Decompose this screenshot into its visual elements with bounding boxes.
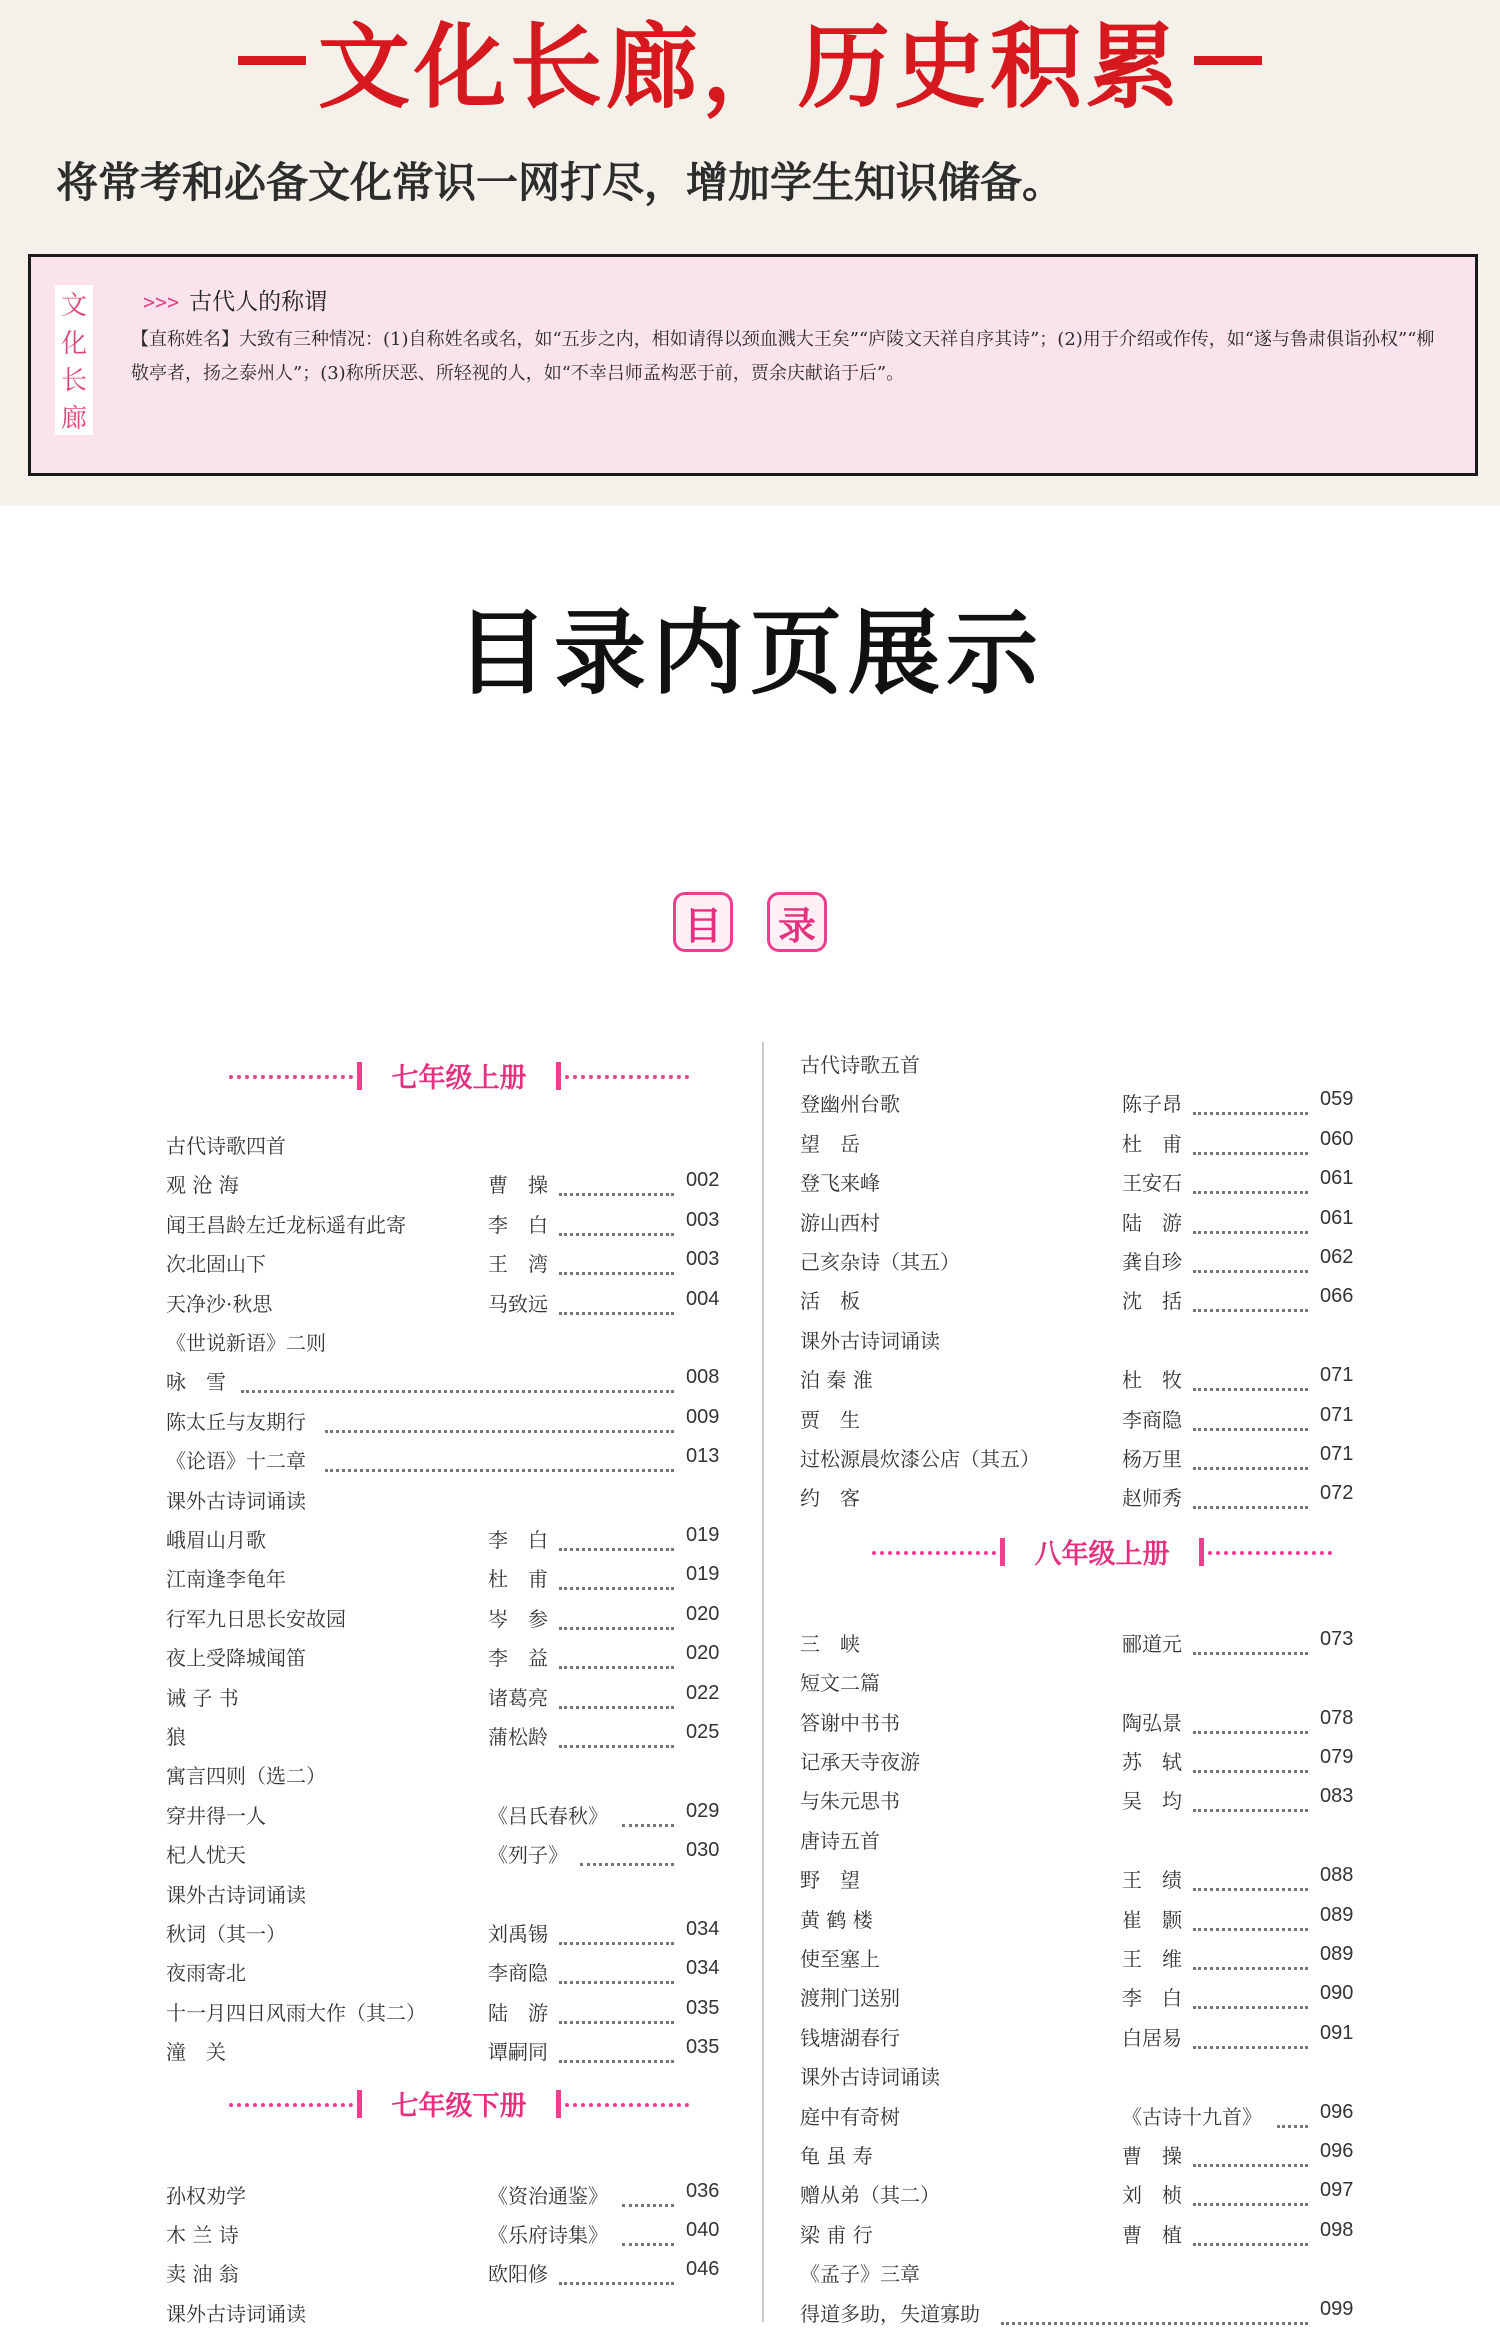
entry-page: 040 (686, 2219, 720, 2241)
entry-author: 陆 游 (488, 2000, 548, 2025)
toc-group (800, 1325, 1360, 1355)
leader-dots (1193, 1707, 1308, 1734)
leader-dots (1193, 1207, 1308, 1234)
entry-page: 019 (686, 1563, 720, 1586)
leader-dots (1193, 2179, 1308, 2206)
entry-title: 使至塞上 (800, 1947, 880, 1971)
entry-author: 陈子昂 (1122, 1092, 1182, 1117)
entry-author: 岑 参 (488, 1606, 548, 1631)
entry-author: 蒲松龄 (488, 1725, 548, 1749)
toc-entry (800, 2022, 1360, 2052)
entry-page: 003 (686, 1248, 720, 1271)
entry-title: 峨眉山月歌 (166, 1528, 266, 1552)
section-bar (556, 1062, 561, 1090)
toc-entry (166, 1918, 726, 1948)
entry-author: 《吕氏春秋》 (488, 1803, 608, 1828)
leader-dots (1193, 2219, 1308, 2246)
dash-left (238, 56, 306, 65)
leader-dots (1193, 2140, 1308, 2167)
toc-section-title: 七年级上册 (391, 1063, 527, 1094)
leader-dots (1193, 1904, 1308, 1931)
entry-page: 035 (686, 2036, 720, 2059)
toc-entry (800, 1785, 1360, 1815)
entry-title: 登幽州台歌 (800, 1092, 900, 1117)
leader-dots (1193, 2022, 1308, 2049)
toc-entry (800, 1864, 1360, 1894)
leader-dots (1193, 1785, 1308, 1812)
dotted-rule (872, 1551, 996, 1555)
leader-dots (241, 1366, 674, 1393)
entry-title: 黄 鹤 楼 (800, 1907, 873, 1932)
toc-group (166, 1485, 726, 1515)
toc-entry (166, 2180, 726, 2210)
entry-author: 龚自珍 (1122, 1250, 1182, 1274)
toc-entry (166, 1406, 726, 1436)
toc-entry (166, 2219, 726, 2249)
leader-dots (622, 2180, 674, 2207)
entry-author: 杨万里 (1122, 1447, 1182, 1471)
entry-page: 066 (1320, 1285, 1354, 1308)
toc-entry (800, 1088, 1360, 1118)
entry-title: 穿井得一人 (166, 1803, 266, 1828)
entry-author: 刘禹锡 (488, 1922, 548, 1946)
entry-title: 贾 生 (800, 1407, 860, 1432)
entry-title: 过松源晨炊漆公店（其五） (800, 1447, 1040, 1471)
entry-author: 苏 轼 (1122, 1750, 1182, 1774)
leader-dots (559, 2036, 674, 2063)
entry-page: 025 (686, 1721, 720, 1743)
leader-dots (559, 1918, 674, 1945)
entry-title: 寓言四则（选二） (166, 1764, 326, 1789)
entry-page: 097 (1320, 2179, 1354, 2202)
entry-author: 谭嗣同 (488, 2040, 548, 2065)
banner-subline: 将常考和必备文化常识一网打尽，增加学生知识储备。 (56, 158, 1065, 207)
entry-title: 活 板 (800, 1289, 860, 1314)
column-divider (762, 1042, 764, 2322)
entry-author: 马致远 (488, 1291, 548, 1316)
entry-title: 江南逢李龟年 (166, 1567, 286, 1592)
toc-entry (800, 1285, 1360, 1315)
entry-title: 闻王昌龄左迁龙标遥有此寄 (166, 1212, 406, 1237)
toc-section-title: 八年级上册 (1034, 1538, 1170, 1570)
leader-dots (559, 1563, 674, 1590)
toc-entry (800, 1404, 1360, 1434)
leader-dots (1193, 1128, 1308, 1155)
entry-title: 赠从弟（其二） (800, 2183, 940, 2208)
toc-section-header (872, 1532, 1332, 1572)
section-bar (357, 1062, 362, 1090)
toc-entry (800, 1207, 1360, 1237)
entry-page: 062 (1320, 1246, 1354, 1268)
entry-title: 课外古诗词诵读 (800, 1328, 940, 1353)
entry-title: 观 沧 海 (166, 1173, 239, 1198)
entry-author: 《乐府诗集》 (488, 2223, 608, 2247)
entry-title: 夜雨寄北 (166, 1961, 246, 1986)
entry-title: 与朱元思书 (800, 1789, 900, 1814)
entry-author: 杜 牧 (1122, 1368, 1182, 1393)
toc-entry (800, 1628, 1360, 1658)
leader-dots (325, 1406, 674, 1433)
leader-dots (559, 1997, 674, 2024)
section-bar (556, 2090, 561, 2118)
leader-dots (559, 2258, 674, 2285)
entry-author: 李 白 (1122, 1986, 1182, 2011)
entry-title: 潼 关 (166, 2040, 226, 2065)
leader-dots (1193, 1746, 1308, 1773)
leader-dots (1277, 2101, 1308, 2128)
leader-dots (559, 1248, 674, 1275)
entry-author: 曹 植 (1122, 2222, 1182, 2247)
entry-page: 096 (1320, 2140, 1354, 2162)
entry-author: 王 绩 (1122, 1868, 1182, 1893)
leader-dots (559, 1642, 674, 1669)
entry-title: 渡荆门送别 (800, 1986, 900, 2011)
culture-banner (0, 0, 1500, 506)
toc-entry (166, 1839, 726, 1869)
tag-char: 文 (60, 291, 87, 322)
entry-title: 课外古诗词诵读 (800, 2065, 940, 2090)
entry-author: 曹 操 (488, 1173, 548, 1198)
toc-entry (800, 1167, 1360, 1197)
entry-page: 079 (1320, 1746, 1354, 1768)
entry-title: 野 望 (800, 1868, 860, 1893)
leader-dots (1193, 1404, 1308, 1431)
leader-dots (559, 1288, 674, 1315)
leader-dots (559, 1524, 674, 1551)
entry-page: 096 (1320, 2100, 1354, 2123)
entry-author: 李商隐 (1122, 1407, 1182, 1432)
toc-title-char: 目 (673, 892, 733, 952)
leader-dots (559, 1721, 674, 1748)
leader-dots (559, 1209, 674, 1236)
toc-entry (800, 1943, 1360, 1973)
toc-title (0, 892, 1500, 952)
leader-dots (559, 1603, 674, 1630)
entry-page: 003 (686, 1208, 720, 1231)
entry-title: 天净沙·秋思 (166, 1291, 273, 1316)
toc-group (800, 1825, 1360, 1855)
entry-title: 行军九日思长安故园 (166, 1606, 346, 1631)
leader-dots (580, 1839, 674, 1866)
entry-title: 夜上受降城闻笛 (166, 1646, 306, 1671)
leader-dots (1193, 1443, 1308, 1470)
entry-title: 狼 (166, 1725, 186, 1749)
toc-entry (800, 1246, 1360, 1276)
entry-title: 杞人忧天 (166, 1843, 246, 1868)
entry-page: 059 (1320, 1088, 1354, 1111)
entry-page: 091 (1320, 2021, 1354, 2044)
entry-title: 约 客 (800, 1486, 860, 1511)
leader-dots (1193, 1864, 1308, 1891)
entry-author: 杜 甫 (1122, 1131, 1182, 1156)
entry-author: 郦道元 (1122, 1631, 1182, 1656)
corridor-tag (55, 285, 93, 435)
entry-page: 071 (1320, 1364, 1354, 1387)
entry-page: 072 (1320, 1482, 1354, 1505)
toc-entry (166, 2258, 726, 2288)
box-text: 【直称姓名】大致有三种情况：(1)自称姓名或名，如“五步之内，相如请得以颈血溅大王矣”“庐陵文天祥自序其诗”；(2)用于介绍或作传，如“遂与鲁肃俱诣孙权”“柳敬亭者，扬之泰州人”；(3)称所厌恶、所轻视的人，如“不幸吕师孟构恶于前，贾余庆献谄于后”。 (131, 329, 1435, 384)
toc-entry (166, 1563, 726, 1593)
entry-page: 022 (686, 1681, 720, 1704)
entry-author: 诸葛亮 (488, 1685, 548, 1710)
dotted-rule (229, 1075, 353, 1079)
entry-page: 035 (686, 1996, 720, 2019)
leader-dots (559, 1682, 674, 1709)
leader-dots (1193, 1167, 1308, 1194)
leader-dots (1193, 1088, 1308, 1115)
toc-entry (166, 1445, 726, 1475)
entry-author: 曹 操 (1122, 2144, 1182, 2168)
toc-entry (800, 1982, 1360, 2012)
entry-page: 089 (1320, 1903, 1354, 1926)
entry-title: 钱塘湖春行 (800, 2025, 900, 2050)
entry-title: 泊 秦 淮 (800, 1368, 873, 1393)
leader-dots (1193, 1364, 1308, 1391)
entry-author: 赵师秀 (1122, 1486, 1182, 1511)
leader-dots (1193, 1628, 1308, 1655)
entry-author: 沈 括 (1122, 1289, 1182, 1314)
entry-page: 008 (686, 1366, 720, 1389)
leader-dots (1193, 1982, 1308, 2009)
toc-group (800, 1667, 1360, 1697)
tag-char: 廊 (60, 403, 87, 434)
entry-author: 李 益 (488, 1646, 548, 1671)
tag-char: 化 (60, 328, 87, 359)
entry-author: 杜 甫 (488, 1567, 548, 1592)
dotted-rule (1208, 1551, 1332, 1555)
triple-chevron-icon: >>> (143, 290, 180, 314)
toc-entry (166, 1288, 726, 1318)
box-title (143, 283, 327, 316)
leader-dots (325, 1445, 674, 1472)
entry-page: 090 (1320, 1982, 1354, 2005)
entry-author: 欧阳修 (488, 2262, 548, 2287)
toc-entry (800, 1128, 1360, 1158)
section-bar (1000, 1538, 1005, 1566)
entry-title: 咏 雪 (166, 1370, 226, 1395)
entry-title: 古代诗歌五首 (800, 1053, 920, 1077)
entry-page: 061 (1320, 1206, 1354, 1229)
entry-title: 陈太丘与友期行 (166, 1409, 306, 1434)
entry-author: 王安石 (1122, 1171, 1182, 1196)
toc-entry (166, 1997, 726, 2027)
leader-dots (622, 2219, 674, 2246)
entry-page: 019 (686, 1524, 720, 1546)
entry-title: 短文二篇 (800, 1671, 880, 1696)
toc-entry (166, 1603, 726, 1633)
entry-author: 王 湾 (488, 1252, 548, 1277)
entry-title: 登飞来峰 (800, 1171, 880, 1196)
entry-author: 白居易 (1122, 2025, 1182, 2050)
entry-page: 060 (1320, 1127, 1354, 1150)
entry-page: 078 (1320, 1706, 1354, 1729)
entry-author: 刘 桢 (1122, 2183, 1182, 2208)
entry-page: 089 (1320, 1943, 1354, 1965)
entry-title: 《孟子》三章 (800, 2262, 920, 2287)
gallery-title: 目录内页展示 (455, 600, 1044, 707)
entry-page: 083 (1320, 1785, 1354, 1808)
entry-title: 己亥杂诗（其五） (800, 1250, 960, 1274)
entry-page: 034 (686, 1918, 720, 1940)
entry-page: 046 (686, 2258, 720, 2281)
toc-title-char: 录 (767, 892, 827, 952)
entry-title: 唐诗五首 (800, 1828, 880, 1853)
entry-author: 王 维 (1122, 1947, 1182, 1971)
toc-entry (166, 1524, 726, 1554)
leader-dots (1193, 1482, 1308, 1509)
toc-entry (800, 2140, 1360, 2170)
toc-entry (800, 2298, 1360, 2328)
toc-entry (166, 1169, 726, 1199)
entry-page: 034 (686, 1957, 720, 1980)
entry-title: 课外古诗词诵读 (166, 2301, 306, 2326)
entry-title: 孙权劝学 (166, 2183, 246, 2208)
entry-page: 029 (686, 1799, 720, 1822)
entry-author: 李 白 (488, 1212, 548, 1237)
entry-page: 061 (1320, 1167, 1354, 1190)
toc-group (800, 2258, 1360, 2288)
section-bar (357, 2090, 362, 2118)
toc-entry (800, 1707, 1360, 1737)
entry-title: 秋词（其一） (166, 1922, 286, 1946)
toc-group (166, 2298, 726, 2328)
leader-dots (1193, 1943, 1308, 1970)
entry-title: 《世说新语》二则 (166, 1331, 326, 1355)
toc-entry (800, 1904, 1360, 1934)
entry-page: 099 (1320, 2297, 1354, 2320)
toc-entry (166, 1366, 726, 1396)
toc-entry (800, 1443, 1360, 1473)
leader-dots (559, 1957, 674, 1984)
leader-dots (1193, 1246, 1308, 1273)
entry-title: 庭中有奇树 (800, 2104, 900, 2129)
headline-text: 文化长廊，历史积累 (317, 14, 1182, 121)
toc-group (166, 1327, 726, 1357)
toc-group (166, 1130, 726, 1160)
entry-author: 陆 游 (1122, 1210, 1182, 1235)
toc-entry (166, 1721, 726, 1751)
entry-title: 望 岳 (800, 1131, 860, 1156)
entry-page: 020 (686, 1602, 720, 1625)
entry-title: 卖 油 翁 (166, 2262, 239, 2287)
toc-entry (800, 2101, 1360, 2131)
entry-page: 073 (1320, 1627, 1354, 1650)
entry-author: 《古诗十九首》 (1122, 2104, 1262, 2129)
entry-title: 古代诗歌四首 (166, 1134, 286, 1158)
toc-entry (800, 1746, 1360, 1776)
entry-author: 李商隐 (488, 1961, 548, 1986)
dash-right (1194, 56, 1262, 65)
leader-dots (622, 1800, 674, 1827)
entry-page: 009 (686, 1405, 720, 1428)
toc-entry (800, 2219, 1360, 2249)
box-title-text: 古代人的称谓 (189, 289, 328, 315)
toc-entry (166, 1800, 726, 1830)
sample-box (28, 254, 1478, 476)
toc-entry (166, 1642, 726, 1672)
leader-dots (559, 1169, 674, 1196)
entry-author: 陶弘景 (1122, 1710, 1182, 1735)
entry-page: 036 (686, 2179, 720, 2202)
toc-group (800, 1049, 1360, 1079)
entry-page: 098 (1320, 2218, 1354, 2241)
entry-page: 004 (686, 1287, 720, 1310)
toc-section-title: 七年级下册 (391, 2090, 527, 2122)
toc-entry (800, 2179, 1360, 2209)
entry-title: 三 峡 (800, 1631, 860, 1656)
entry-title: 诫 子 书 (166, 1685, 239, 1710)
entry-title: 课外古诗词诵读 (166, 1882, 306, 1907)
entry-page: 071 (1320, 1443, 1354, 1465)
entry-page: 013 (686, 1445, 720, 1468)
toc-group (166, 1760, 726, 1790)
entry-title: 答谢中书书 (800, 1710, 900, 1735)
entry-title: 梁 甫 行 (800, 2222, 873, 2247)
entry-title: 课外古诗词诵读 (166, 1488, 306, 1513)
tag-char: 长 (60, 366, 87, 397)
entry-page: 020 (686, 1642, 720, 1665)
entry-page: 071 (1320, 1403, 1354, 1426)
entry-author: 《资治通鉴》 (488, 2183, 608, 2208)
toc-section-header (229, 1056, 689, 1096)
entry-title: 《论语》十二章 (166, 1449, 306, 1474)
dotted-rule (565, 1075, 689, 1079)
toc-entry (800, 1364, 1360, 1394)
entry-title: 得道多助，失道寡助 (800, 2301, 980, 2326)
entry-title: 记承天寺夜游 (800, 1750, 920, 1774)
toc-entry (166, 1248, 726, 1278)
leader-dots (1193, 1285, 1308, 1312)
entry-title: 次北固山下 (166, 1252, 266, 1277)
toc-entry (166, 1682, 726, 1712)
toc-group (166, 1879, 726, 1909)
banner-headline (0, 0, 1500, 120)
entry-title: 龟 虽 寿 (800, 2144, 873, 2168)
section-bar (1199, 1538, 1204, 1566)
entry-page: 002 (686, 1169, 720, 1192)
dotted-rule (565, 2103, 689, 2107)
toc-entry (166, 1957, 726, 1987)
entry-author: 吴 均 (1122, 1789, 1182, 1814)
entry-author: 崔 颢 (1122, 1907, 1182, 1932)
entry-title: 十一月四日风雨大作（其二） (166, 2000, 426, 2025)
leader-dots (1001, 2298, 1308, 2325)
entry-title: 游山西村 (800, 1210, 880, 1235)
entry-page: 030 (686, 1839, 720, 1862)
toc-entry (166, 1209, 726, 1239)
dotted-rule (229, 2103, 353, 2107)
entry-title: 木 兰 诗 (166, 2223, 239, 2247)
toc-section-header (229, 2084, 689, 2124)
toc-entry (166, 2036, 726, 2066)
entry-page: 088 (1320, 1864, 1354, 1887)
toc-group (800, 2061, 1360, 2091)
entry-author: 李 白 (488, 1528, 548, 1552)
entry-author: 《列子》 (488, 1843, 568, 1868)
toc-entry (800, 1482, 1360, 1512)
